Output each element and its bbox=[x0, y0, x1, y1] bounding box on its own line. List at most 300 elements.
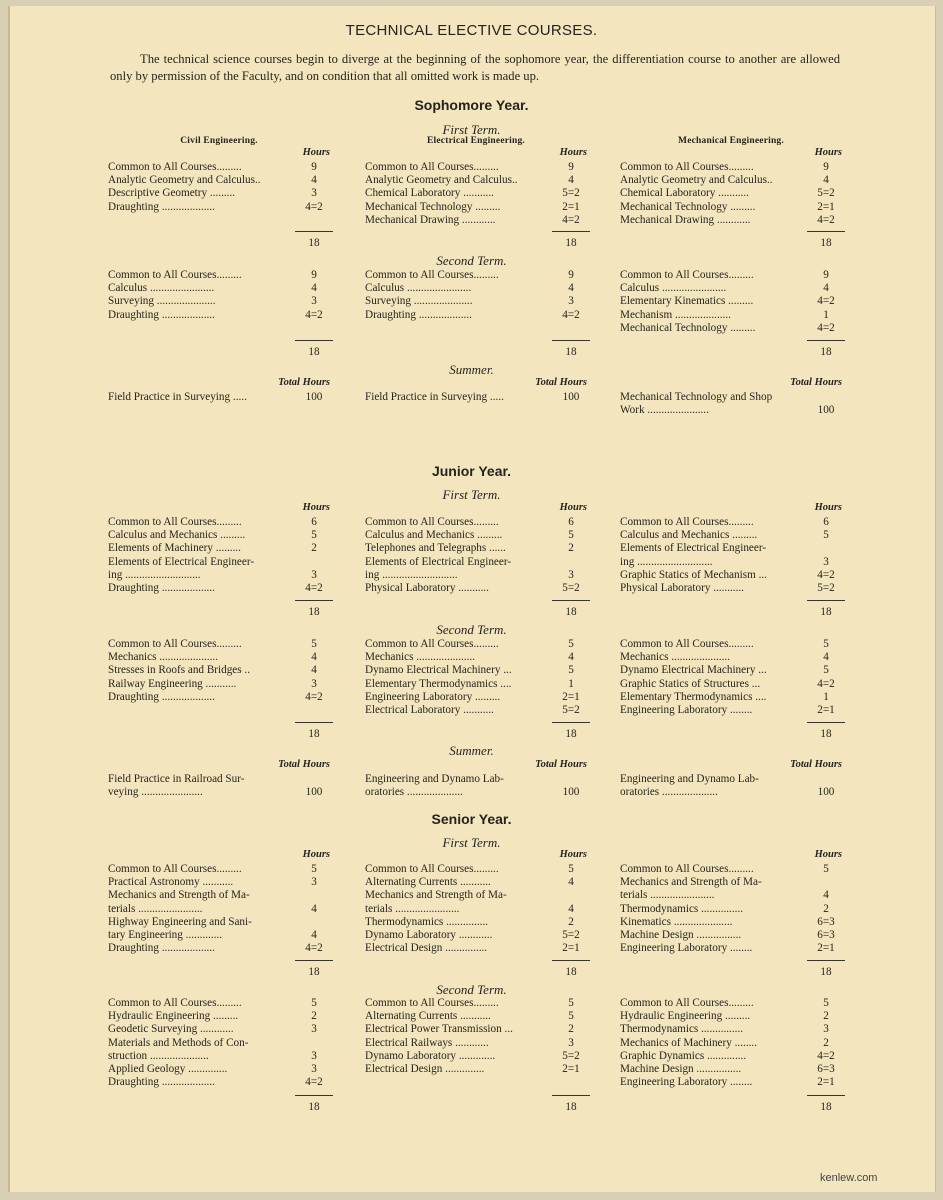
hours-label: Hours bbox=[559, 849, 587, 860]
course-row bbox=[365, 889, 590, 902]
course-hours: 4=2 bbox=[305, 690, 323, 703]
course-row bbox=[620, 942, 845, 955]
course-name: Mechanics ..................... bbox=[365, 651, 475, 664]
course-hours: 2 bbox=[311, 1010, 317, 1023]
course-hours: 5=2 bbox=[817, 187, 835, 200]
course-row bbox=[620, 582, 845, 595]
term-total: 18 bbox=[820, 1101, 832, 1113]
course-hours: 100 bbox=[817, 786, 835, 799]
course-name: Thermodynamics ............... bbox=[620, 902, 744, 915]
total-rule bbox=[295, 722, 333, 723]
course-name: Draughting ................... bbox=[365, 308, 472, 321]
course-name: Calculus ....................... bbox=[108, 282, 215, 295]
course-name: Mechanics of Machinery ........ bbox=[620, 1036, 758, 1049]
course-hours: 6=3 bbox=[817, 915, 835, 928]
course-row bbox=[365, 929, 590, 942]
course-row bbox=[620, 309, 845, 322]
course-hours bbox=[295, 1037, 333, 1050]
course-name: Draughting ................... bbox=[108, 690, 215, 703]
term-title: First Term. bbox=[442, 487, 501, 502]
course-name: Elementary Thermodynamics .... bbox=[365, 677, 512, 690]
course-row bbox=[620, 1050, 845, 1063]
course-name: tary Engineering ............. bbox=[108, 929, 223, 941]
course-hours: 5 bbox=[823, 863, 829, 875]
course-row bbox=[365, 773, 590, 786]
course-row bbox=[108, 1050, 333, 1063]
course-name: Graphic Dynamics .............. bbox=[620, 1049, 747, 1062]
term-total: 18 bbox=[565, 346, 577, 358]
course-hours bbox=[807, 773, 845, 786]
course-name: veying ...................... bbox=[108, 786, 203, 799]
page-title: TECHNICAL ELECTIVE COURSES. bbox=[345, 22, 598, 39]
course-row bbox=[365, 214, 590, 227]
course-hours: 100 bbox=[562, 391, 580, 403]
course-hours: 5 bbox=[568, 664, 574, 677]
course-hours: 5 bbox=[823, 529, 829, 542]
course-name: Elements of Electrical Engineer- bbox=[365, 555, 512, 568]
department-heading: Electrical Engineering. bbox=[427, 136, 525, 146]
course-row bbox=[365, 1050, 590, 1063]
course-hours: 5 bbox=[311, 863, 317, 875]
course-row bbox=[620, 786, 845, 799]
term-title: Second Term. bbox=[436, 253, 507, 268]
course-row bbox=[108, 691, 333, 704]
course-row bbox=[365, 916, 590, 929]
course-hours: 5=2 bbox=[562, 187, 580, 200]
course-hours: 2 bbox=[568, 1023, 574, 1036]
total-rule bbox=[552, 722, 590, 723]
course-hours: 2=1 bbox=[562, 942, 580, 955]
course-row bbox=[108, 863, 333, 876]
hours-label: Hours bbox=[814, 147, 842, 158]
term-title: First Term. bbox=[442, 122, 501, 137]
course-row bbox=[365, 187, 590, 200]
course-row bbox=[108, 161, 333, 174]
course-hours: 4=2 bbox=[305, 1076, 323, 1089]
course-row bbox=[365, 582, 590, 595]
course-hours: 2=1 bbox=[817, 200, 835, 213]
intro-paragraph: The technical science courses begin to diverge at the beginning of the sophomore year, the differentiation course to another are allowed only by permission of the Faculty, and on condition that all omitted work is made up. bbox=[110, 52, 840, 83]
course-name: Mechanics and Strength of Ma- bbox=[365, 889, 507, 902]
course-row bbox=[365, 903, 590, 916]
hours-label: Total Hours bbox=[535, 377, 587, 388]
course-hours bbox=[295, 556, 333, 569]
total-rule bbox=[807, 960, 845, 961]
course-name: Common to All Courses......... bbox=[365, 161, 499, 173]
total-rule bbox=[552, 1095, 590, 1096]
course-name: Mechanics and Strength of Ma- bbox=[108, 889, 250, 902]
course-name: Highway Engineering and Sani- bbox=[108, 915, 252, 928]
course-row bbox=[365, 516, 590, 529]
course-name: Common to All Courses......... bbox=[108, 638, 242, 650]
course-hours: 4 bbox=[823, 282, 829, 295]
course-row bbox=[108, 1076, 333, 1089]
hours-label: Hours bbox=[814, 502, 842, 513]
course-row bbox=[108, 569, 333, 582]
course-hours: 3 bbox=[823, 555, 829, 568]
course-row bbox=[620, 569, 845, 582]
course-hours: 5=2 bbox=[562, 582, 580, 594]
course-name: terials ....................... bbox=[365, 902, 460, 915]
course-name: Electrical Laboratory ........... bbox=[365, 704, 494, 716]
course-name: Common to All Courses......... bbox=[620, 269, 754, 281]
course-name: Materials and Methods of Con- bbox=[108, 1036, 249, 1049]
course-name: Draughting ................... bbox=[108, 942, 215, 955]
course-name: Dynamo Laboratory ............ bbox=[365, 929, 493, 941]
course-row bbox=[620, 556, 845, 569]
course-name: Elementary Kinematics ......... bbox=[620, 295, 754, 308]
course-row bbox=[620, 214, 845, 227]
course-hours: 9 bbox=[823, 269, 829, 281]
term-total: 18 bbox=[820, 966, 832, 978]
course-row bbox=[108, 201, 333, 214]
course-hours: 5 bbox=[311, 638, 317, 650]
course-name: Common to All Courses......... bbox=[108, 863, 242, 875]
course-hours bbox=[295, 916, 333, 929]
course-hours bbox=[807, 542, 845, 555]
course-row bbox=[365, 269, 590, 282]
term-total: 18 bbox=[308, 728, 320, 740]
course-hours: 4 bbox=[311, 174, 317, 187]
course-row bbox=[365, 174, 590, 187]
course-hours: 4 bbox=[823, 174, 829, 187]
course-hours: 4=2 bbox=[562, 213, 580, 226]
course-row bbox=[620, 691, 845, 704]
course-name: Mechanism .................... bbox=[620, 308, 731, 321]
course-name: Engineering and Dynamo Lab- bbox=[620, 773, 759, 785]
course-name: Geodetic Surveying ............ bbox=[108, 1023, 234, 1036]
course-name: Mechanical Technology ......... bbox=[365, 200, 501, 213]
course-hours bbox=[552, 773, 590, 786]
course-name: Graphic Statics of Structures ... bbox=[620, 677, 761, 690]
course-name: Calculus and Mechanics ......... bbox=[365, 529, 503, 542]
course-hours: 2 bbox=[823, 1036, 829, 1049]
course-row bbox=[108, 651, 333, 664]
total-rule bbox=[552, 340, 590, 341]
course-name: Mechanical Drawing ............ bbox=[620, 213, 751, 226]
course-name: Mechanical Technology ......... bbox=[620, 200, 756, 213]
course-hours: 9 bbox=[568, 269, 574, 281]
course-hours: 2=1 bbox=[817, 704, 835, 716]
course-name: Field Practice in Surveying ..... bbox=[108, 391, 247, 403]
course-hours: 9 bbox=[823, 161, 829, 173]
course-row bbox=[108, 889, 333, 902]
course-name: Draughting ................... bbox=[108, 200, 215, 213]
course-row bbox=[365, 309, 590, 322]
course-hours: 5 bbox=[568, 863, 574, 875]
course-name: oratories .................... bbox=[620, 786, 718, 799]
course-hours: 2=1 bbox=[562, 200, 580, 213]
course-name: Chemical Laboratory ........... bbox=[365, 187, 494, 200]
course-name: Electrical Design .............. bbox=[365, 1063, 485, 1075]
term-total: 18 bbox=[565, 728, 577, 740]
course-row bbox=[620, 704, 845, 717]
course-row bbox=[365, 997, 590, 1010]
course-name: Thermodynamics ............... bbox=[620, 1023, 744, 1036]
course-name: Stresses in Roofs and Bridges .. bbox=[108, 664, 251, 677]
course-name: Engineering Laboratory ........ bbox=[620, 942, 753, 955]
course-row bbox=[365, 942, 590, 955]
hours-label: Hours bbox=[559, 147, 587, 158]
course-name: Elements of Electrical Engineer- bbox=[108, 555, 255, 568]
term-title: First Term. bbox=[442, 835, 501, 850]
course-row bbox=[108, 309, 333, 322]
course-row bbox=[620, 638, 845, 651]
course-row bbox=[620, 1076, 845, 1089]
term-total: 18 bbox=[565, 606, 577, 618]
course-row bbox=[365, 1037, 590, 1050]
course-row bbox=[365, 876, 590, 889]
course-row bbox=[620, 322, 845, 335]
course-name: struction ..................... bbox=[108, 1049, 209, 1062]
course-name: Chemical Laboratory ........... bbox=[620, 187, 749, 200]
course-hours: 2=1 bbox=[817, 1076, 835, 1089]
course-row bbox=[620, 1063, 845, 1076]
course-name: Electrical Design ............... bbox=[365, 942, 488, 955]
course-name: Dynamo Laboratory ............. bbox=[365, 1049, 496, 1062]
course-hours: 3 bbox=[311, 677, 317, 690]
course-name: Telephones and Telegraphs ...... bbox=[365, 542, 506, 555]
course-row bbox=[365, 542, 590, 555]
course-hours: 3 bbox=[311, 876, 317, 889]
course-row bbox=[108, 529, 333, 542]
course-hours: 4=2 bbox=[817, 1049, 835, 1062]
course-hours: 5 bbox=[568, 529, 574, 542]
year-title: Senior Year. bbox=[431, 811, 512, 827]
course-row bbox=[365, 678, 590, 691]
course-name: ing ........................... bbox=[365, 568, 458, 581]
course-name: Calculus ....................... bbox=[620, 282, 727, 295]
course-hours: 2=1 bbox=[562, 1063, 580, 1075]
course-row bbox=[108, 997, 333, 1010]
course-name: Engineering Laboratory ........ bbox=[620, 1076, 753, 1089]
total-rule bbox=[295, 960, 333, 961]
course-row bbox=[620, 903, 845, 916]
term-total: 18 bbox=[308, 1101, 320, 1113]
course-row bbox=[108, 876, 333, 889]
course-hours: 6=3 bbox=[817, 1063, 835, 1075]
course-name: terials ....................... bbox=[108, 902, 203, 915]
course-name: Thermodynamics ............... bbox=[365, 915, 489, 928]
course-hours: 3 bbox=[311, 295, 317, 308]
term-total: 18 bbox=[308, 346, 320, 358]
course-row bbox=[108, 174, 333, 187]
course-row bbox=[620, 664, 845, 677]
course-hours: 4 bbox=[311, 929, 317, 941]
course-name: Field Practice in Railroad Sur- bbox=[108, 773, 245, 785]
course-hours: 4=2 bbox=[817, 295, 835, 308]
hours-label: Total Hours bbox=[535, 759, 587, 770]
course-name: Graphic Statics of Mechanism ... bbox=[620, 568, 767, 581]
course-name: Field Practice in Surveying ..... bbox=[365, 391, 504, 403]
course-hours: 3 bbox=[823, 1023, 829, 1036]
course-hours: 2 bbox=[568, 542, 574, 555]
course-name: Physical Laboratory ........... bbox=[365, 582, 489, 594]
term-total: 18 bbox=[565, 1101, 577, 1113]
course-hours: 5 bbox=[568, 997, 574, 1009]
course-name: terials ....................... bbox=[620, 889, 715, 902]
course-hours: 100 bbox=[305, 391, 323, 403]
course-name: Machine Design ................ bbox=[620, 929, 742, 941]
course-hours: 5 bbox=[823, 997, 829, 1009]
term-title: Summer. bbox=[449, 362, 494, 377]
course-hours: 5=2 bbox=[562, 1049, 580, 1062]
course-row bbox=[108, 187, 333, 200]
course-name: Common to All Courses......... bbox=[620, 997, 754, 1009]
course-row bbox=[365, 282, 590, 295]
hours-label: Hours bbox=[814, 849, 842, 860]
course-row bbox=[620, 201, 845, 214]
course-row bbox=[620, 1037, 845, 1050]
course-name: Mechanical Drawing ............ bbox=[365, 213, 496, 226]
course-row bbox=[365, 664, 590, 677]
course-name: Calculus and Mechanics ......... bbox=[108, 529, 246, 542]
course-row bbox=[620, 863, 845, 876]
course-name: Common to All Courses......... bbox=[365, 269, 499, 281]
course-name: Common to All Courses......... bbox=[108, 269, 242, 281]
course-name: Engineering Laboratory ......... bbox=[365, 690, 501, 703]
course-row bbox=[365, 1063, 590, 1076]
term-total: 18 bbox=[565, 237, 577, 249]
course-name: Common to All Courses......... bbox=[108, 997, 242, 1009]
course-name: Descriptive Geometry ......... bbox=[108, 187, 236, 200]
course-name: Elementary Thermodynamics .... bbox=[620, 690, 767, 703]
term-title: Second Term. bbox=[436, 622, 507, 637]
course-row bbox=[108, 916, 333, 929]
hours-label: Hours bbox=[302, 147, 330, 158]
hours-label: Total Hours bbox=[278, 759, 330, 770]
course-name: Alternating Currents ........... bbox=[365, 876, 491, 889]
course-name: Common to All Courses......... bbox=[620, 161, 754, 173]
course-name: Common to All Courses......... bbox=[365, 638, 499, 650]
total-rule bbox=[807, 600, 845, 601]
course-hours: 4=2 bbox=[817, 677, 835, 690]
course-name: Common to All Courses......... bbox=[620, 638, 754, 650]
course-row bbox=[620, 391, 845, 404]
course-row bbox=[620, 929, 845, 942]
course-name: Common to All Courses......... bbox=[108, 161, 242, 173]
course-name: Calculus and Mechanics ......... bbox=[620, 529, 758, 542]
total-rule bbox=[807, 1095, 845, 1096]
term-total: 18 bbox=[565, 966, 577, 978]
course-hours: 5 bbox=[823, 638, 829, 650]
course-hours: 5 bbox=[568, 638, 574, 650]
course-row bbox=[108, 638, 333, 651]
course-name: Mechanics ..................... bbox=[620, 651, 730, 664]
course-row bbox=[108, 773, 333, 786]
course-hours: 4=2 bbox=[817, 568, 835, 581]
course-row bbox=[620, 516, 845, 529]
term-title: Summer. bbox=[449, 743, 494, 758]
course-hours: 9 bbox=[568, 161, 574, 173]
course-name: Draughting ................... bbox=[108, 1076, 215, 1089]
course-hours: 2 bbox=[568, 915, 574, 928]
course-name: Common to All Courses......... bbox=[620, 863, 754, 875]
year-title: Junior Year. bbox=[431, 463, 512, 479]
course-hours: 3 bbox=[311, 1023, 317, 1036]
course-hours: 2 bbox=[311, 542, 317, 555]
course-name: Common to All Courses......... bbox=[365, 997, 499, 1009]
course-row bbox=[108, 542, 333, 555]
course-name: Electrical Power Transmission ... bbox=[365, 1023, 513, 1036]
course-hours: 4=2 bbox=[305, 308, 323, 321]
course-name: Alternating Currents ........... bbox=[365, 1010, 491, 1023]
course-row bbox=[620, 678, 845, 691]
course-row bbox=[108, 391, 333, 404]
hours-label: Hours bbox=[559, 502, 587, 513]
hours-label: Total Hours bbox=[790, 377, 842, 388]
course-row bbox=[365, 786, 590, 799]
course-hours: 4 bbox=[823, 651, 829, 664]
course-hours: 4=2 bbox=[305, 582, 323, 594]
course-row bbox=[108, 582, 333, 595]
course-hours: 100 bbox=[817, 404, 835, 417]
course-name: Draughting ................... bbox=[108, 582, 215, 594]
course-name: Common to All Courses......... bbox=[365, 863, 499, 875]
course-name: Hydraulic Engineering ......... bbox=[620, 1010, 751, 1023]
course-row bbox=[365, 651, 590, 664]
course-hours: 4 bbox=[568, 174, 574, 187]
hours-label: Hours bbox=[302, 849, 330, 860]
course-hours: 4 bbox=[311, 651, 317, 664]
course-row bbox=[108, 556, 333, 569]
course-row bbox=[365, 704, 590, 717]
term-title: Second Term. bbox=[436, 982, 507, 997]
course-hours: 4 bbox=[311, 902, 317, 915]
course-name: Kinematics ..................... bbox=[620, 915, 733, 928]
course-row bbox=[620, 889, 845, 902]
course-hours: 1 bbox=[823, 690, 829, 703]
course-hours: 4 bbox=[311, 664, 317, 677]
course-hours: 5=2 bbox=[562, 929, 580, 941]
course-name: Hydraulic Engineering ......... bbox=[108, 1010, 239, 1023]
total-rule bbox=[552, 960, 590, 961]
course-hours: 6 bbox=[823, 516, 829, 528]
course-name: Elements of Electrical Engineer- bbox=[620, 542, 767, 555]
course-row bbox=[620, 529, 845, 542]
course-row bbox=[365, 638, 590, 651]
course-name: Practical Astronomy ........... bbox=[108, 876, 234, 889]
course-hours: 5 bbox=[823, 664, 829, 677]
total-rule bbox=[295, 600, 333, 601]
course-name: oratories .................... bbox=[365, 786, 463, 799]
course-row bbox=[365, 295, 590, 308]
course-hours: 4=2 bbox=[817, 321, 835, 334]
course-row bbox=[620, 1010, 845, 1023]
course-hours: 2=1 bbox=[562, 690, 580, 703]
course-hours: 5=2 bbox=[817, 582, 835, 594]
course-hours: 2 bbox=[823, 902, 829, 915]
total-rule bbox=[807, 722, 845, 723]
course-hours: 3 bbox=[568, 1036, 574, 1049]
total-rule bbox=[295, 340, 333, 341]
course-name: Mechanical Technology ......... bbox=[620, 321, 756, 334]
course-hours: 4 bbox=[568, 876, 574, 889]
course-name: Common to All Courses......... bbox=[108, 516, 242, 528]
course-hours: 5 bbox=[568, 1010, 574, 1023]
total-rule bbox=[552, 600, 590, 601]
course-row bbox=[620, 174, 845, 187]
course-hours: 6 bbox=[568, 516, 574, 528]
course-row bbox=[108, 1063, 333, 1076]
total-rule bbox=[295, 231, 333, 232]
course-name: Engineering Laboratory ........ bbox=[620, 704, 753, 716]
total-rule bbox=[807, 340, 845, 341]
course-row bbox=[108, 664, 333, 677]
year-title: Sophomore Year. bbox=[414, 97, 529, 113]
course-hours bbox=[552, 889, 590, 902]
course-row bbox=[365, 1023, 590, 1036]
